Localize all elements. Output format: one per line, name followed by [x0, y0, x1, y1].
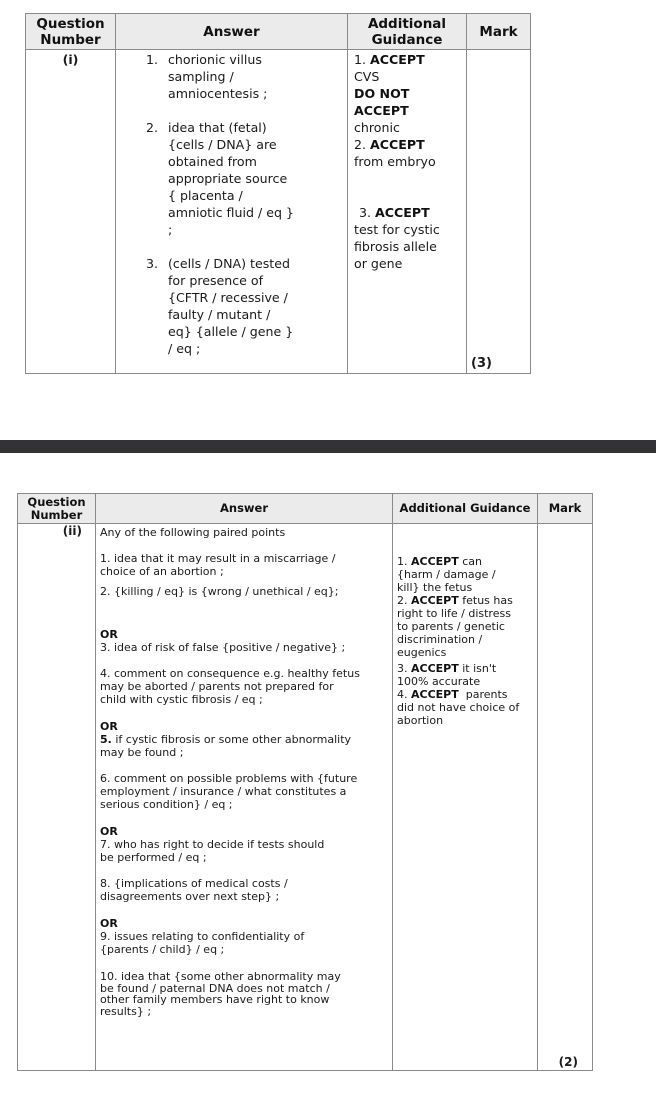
guidance-3: [397, 662, 534, 688]
line: other family members have right to know: [100, 993, 330, 1006]
line: / eq ;: [168, 341, 201, 356]
answer-cell: [96, 524, 393, 1071]
guidance-cell: [393, 524, 538, 1071]
line: eq} {allele / gene }: [168, 324, 294, 339]
line: 4. comment on consequence e.g. healthy fetus: [100, 667, 360, 680]
header-additional-guidance: Additional Guidance: [348, 14, 467, 50]
line: {cells / DNA} are: [168, 137, 277, 152]
guidance-num: 4.: [397, 688, 408, 701]
line: amniocentesis ;: [168, 86, 268, 101]
guidance-cell: [348, 50, 467, 374]
header-additional-guidance: Additional Guidance: [393, 494, 538, 524]
header-mark: Mark: [467, 14, 531, 50]
guidance-text: parents: [458, 688, 508, 701]
guidance-text: test for cystic: [354, 222, 440, 237]
guidance-num: 3.: [359, 205, 372, 220]
guidance-text: it isn't: [458, 662, 497, 675]
point-10: [100, 971, 388, 1017]
header-row: [26, 14, 531, 50]
guidance-text: or gene: [354, 256, 403, 271]
accept-label: ACCEPT: [411, 594, 459, 607]
guidance-text: can: [458, 555, 483, 568]
point-9: [100, 930, 388, 956]
point-3: [100, 641, 388, 654]
line: chorionic villus: [168, 52, 262, 67]
header-question-number: Question Number: [18, 494, 96, 524]
question-number: (i): [26, 50, 116, 374]
line: serious condition} / eq ;: [100, 798, 233, 811]
guidance-text: {harm / damage /: [397, 568, 496, 581]
guidance-text: kill} the fetus: [397, 581, 473, 594]
header-answer: Answer: [116, 14, 348, 50]
line: be found / paternal DNA does not match /: [100, 981, 330, 995]
accept-label: ACCEPT: [370, 52, 425, 67]
answer-num: 1.: [146, 52, 159, 67]
or-label: OR: [100, 825, 118, 838]
guidance-text: to parents / genetic: [397, 620, 505, 633]
point-num: 5.: [100, 733, 112, 746]
question-number: (ii): [18, 524, 96, 1071]
guidance-text: abortion: [397, 714, 444, 727]
line: {CFTR / recessive /: [168, 290, 288, 305]
line: faulty / mutant /: [168, 307, 271, 322]
line: child with cystic fibrosis / eq ;: [100, 693, 263, 706]
guidance-1: [397, 555, 534, 594]
mark-scheme-table-i: [25, 13, 531, 374]
guidance-text: did not have choice of: [397, 701, 520, 714]
line: 9. issues relating to confidentiality of: [100, 930, 305, 943]
mark-cell: [538, 524, 593, 1071]
mark-value: (3): [471, 356, 492, 371]
line: (cells / DNA) tested: [168, 256, 290, 271]
line: for presence of: [168, 273, 264, 288]
guidance-num: 1.: [354, 52, 367, 67]
answer-item-3: [146, 255, 343, 357]
line: amniotic fluid / eq }: [168, 205, 294, 220]
or-label: OR: [100, 917, 118, 930]
guidance-2: [397, 594, 534, 659]
guidance-num: 3.: [397, 662, 408, 675]
line: if cystic fibrosis or some other abnormality: [115, 733, 352, 746]
guidance-text: fibrosis allele: [354, 239, 437, 254]
header-question-number: Question Number: [26, 14, 116, 50]
accept-label: ACCEPT: [411, 662, 459, 675]
answer-intro: Any of the following paired points: [100, 526, 286, 539]
line: appropriate source: [168, 171, 288, 186]
line: may be found ;: [100, 746, 184, 759]
line: 7. who has right to decide if tests should: [100, 838, 325, 851]
line: may be aborted / parents not prepared for: [100, 680, 334, 693]
table-row: [26, 50, 531, 374]
guidance-text: 100% accurate: [397, 675, 481, 688]
answer-cell: [116, 50, 348, 374]
header-mark: Mark: [538, 494, 593, 524]
table-row: [18, 524, 593, 1071]
header-answer: Answer: [96, 494, 393, 524]
line: ;: [168, 222, 173, 237]
guidance-text: right to life / distress: [397, 607, 511, 620]
line: disagreements over next step} ;: [100, 890, 280, 903]
guidance-text: discrimination /: [397, 633, 483, 646]
page-separator: [0, 440, 656, 453]
point-1: [100, 552, 388, 578]
guidance-3: [354, 204, 462, 221]
or-label: OR: [100, 628, 118, 641]
point-7: [100, 838, 388, 864]
accept-label: ACCEPT: [354, 103, 409, 118]
line: choice of an abortion ;: [100, 565, 224, 578]
answer-num: 2.: [146, 120, 159, 135]
accept-label: ACCEPT: [411, 688, 459, 701]
guidance-num: 2.: [354, 137, 367, 152]
line: idea that (fetal): [168, 120, 267, 135]
point-2: [100, 585, 388, 598]
line: sampling /: [168, 69, 234, 84]
or-label: OR: [100, 720, 118, 733]
mark-cell: [467, 50, 531, 374]
line: 3. idea of risk of false {positive / negative} ;: [100, 641, 346, 654]
answer-text: [168, 51, 343, 102]
answer-text: [168, 255, 343, 357]
line: 2. {killing / eq} is {wrong / unethical / eq};: [100, 585, 339, 598]
mark-scheme-table-ii: [17, 493, 593, 1071]
line: obtained from: [168, 154, 257, 169]
point-4: [100, 667, 388, 706]
point-8: [100, 877, 388, 903]
guidance-4: [397, 688, 534, 727]
accept-label: ACCEPT: [411, 555, 459, 568]
do-not-label: DO NOT: [354, 86, 410, 101]
line: { placenta /: [168, 188, 243, 203]
accept-label: ACCEPT: [375, 205, 430, 220]
answer-num: 3.: [146, 256, 159, 271]
answer-text: [168, 119, 343, 238]
answer-item-1: [146, 51, 343, 102]
point-5: [100, 733, 388, 759]
mark-value: (2): [558, 1055, 578, 1069]
line: results} ;: [100, 1004, 152, 1018]
guidance-text: fetus has: [458, 594, 513, 607]
accept-label: ACCEPT: [370, 137, 425, 152]
line: 8. {implications of medical costs /: [100, 877, 288, 890]
line: 10. idea that {some other abnormality may: [100, 970, 341, 983]
guidance-2: [354, 136, 462, 153]
point-6: [100, 772, 388, 811]
line: employment / insurance / what constitutes a: [100, 785, 347, 798]
guidance-text: from embryo: [354, 154, 436, 169]
guidance-text: chronic: [354, 120, 400, 135]
answer-item-2: [146, 119, 343, 238]
guidance-text: eugenics: [397, 646, 447, 659]
guidance-1: [354, 51, 462, 68]
line: {parents / child} / eq ;: [100, 943, 225, 956]
line: be performed / eq ;: [100, 851, 207, 864]
guidance-num: 2.: [397, 594, 408, 607]
guidance-text: CVS: [354, 69, 380, 84]
header-row: [18, 494, 593, 524]
line: 6. comment on possible problems with {future: [100, 772, 358, 785]
line: 1. idea that it may result in a miscarriage /: [100, 552, 336, 565]
guidance-num: 1.: [397, 555, 408, 568]
